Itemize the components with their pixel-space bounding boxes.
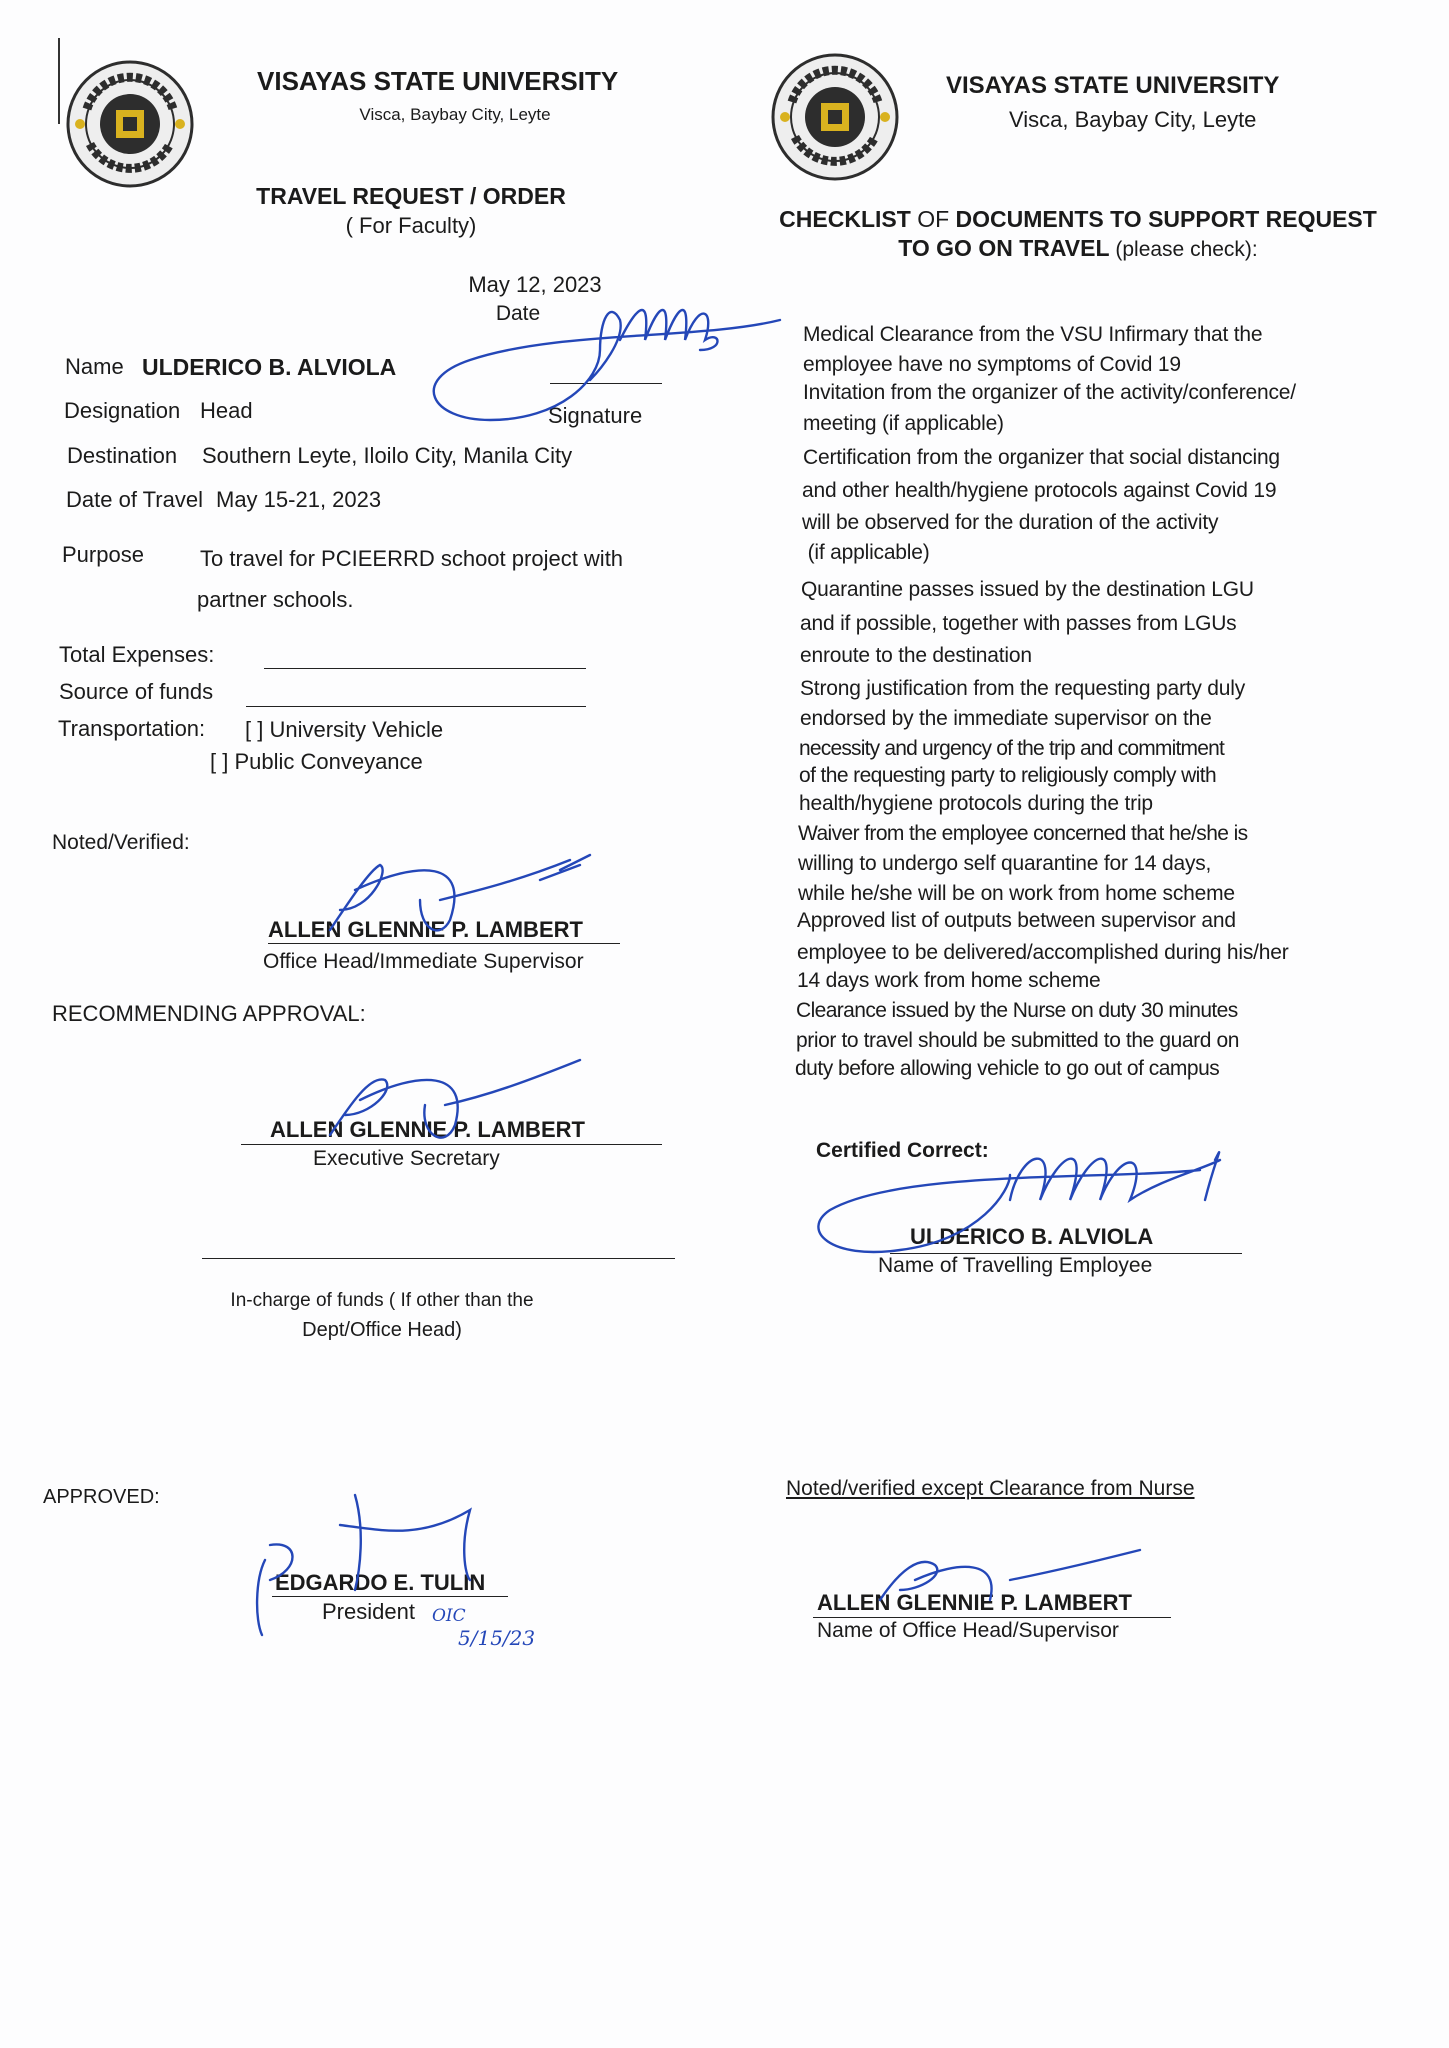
approved-label: APPROVED:: [43, 1486, 160, 1508]
destination-label: Destination: [67, 443, 178, 468]
checklist-line: of the requesting party to religiously comply with: [799, 764, 1217, 787]
checklist-line: Medical Clearance from the VSU Infirmary that the: [803, 323, 1263, 346]
supervisor-signature-underline: [813, 1617, 1171, 1618]
checklist-title-part: OF: [910, 206, 956, 232]
total-expenses-field: [264, 668, 586, 669]
certified-employee-title: Name of Travelling Employee: [878, 1254, 1153, 1277]
signature-label: Signature: [548, 403, 643, 428]
university-address-left: Visca, Baybay City, Leyte: [359, 105, 551, 124]
transport-option-public-conveyance: [ ] Public Conveyance: [210, 749, 423, 774]
source-of-funds-label: Source of funds: [59, 679, 214, 704]
checklist-line: endorsed by the immediate supervisor on the: [800, 707, 1212, 730]
recommending-approval-label: RECOMMENDING APPROVAL:: [52, 1001, 366, 1026]
purpose-label: Purpose: [62, 542, 144, 567]
signature-line: [550, 383, 662, 384]
approved-signatory-name: EDGARDO E. TULIN: [275, 1570, 486, 1595]
name-value: ULDERICO B. ALVIOLA: [142, 354, 397, 380]
total-expenses-label: Total Expenses:: [59, 642, 215, 667]
transportation-label: Transportation:: [58, 716, 206, 741]
source-of-funds-field: [246, 706, 586, 707]
checklist-title-line-2: [898, 237, 1258, 260]
checklist-title-part: CHECKLIST: [779, 206, 911, 232]
scan-margin-mark: [58, 38, 60, 124]
checklist-title-part: (please check):: [1109, 238, 1258, 261]
funds-incharge-signature-line: [202, 1258, 675, 1259]
purpose-line-1: To travel for PCIEERRD schoot project with: [200, 546, 624, 571]
checklist-line: employee have no symptoms of Covid 19: [803, 353, 1181, 376]
checklist-line: Clearance issued by the Nurse on duty 30 minutes: [796, 999, 1238, 1022]
university-address-right: Visca, Baybay City, Leyte: [1009, 107, 1257, 132]
funds-incharge-label-2: Dept/Office Head): [302, 1319, 462, 1341]
checklist-line: Invitation from the organizer of the activity/conference/: [803, 381, 1296, 404]
destination-value: Southern Leyte, Iloilo City, Manila City: [202, 443, 573, 468]
university-name-left: VISAYAS STATE UNIVERSITY: [257, 66, 619, 96]
checklist-line: prior to travel should be submitted to the guard on: [796, 1029, 1240, 1052]
recommending-signature-line: [241, 1144, 662, 1145]
form-subtitle: ( For Faculty): [345, 213, 477, 238]
supervisor-name: ALLEN GLENNIE P. LAMBERT: [817, 1590, 1132, 1615]
noted-signatory-underline: [268, 943, 620, 944]
university-seal-right: [770, 52, 900, 182]
recommending-signatory-title: Executive Secretary: [313, 1147, 500, 1170]
noted-signatory-name: ALLEN GLENNIE P. LAMBERT: [268, 917, 583, 942]
date-label: Date: [495, 302, 541, 325]
supervisor-title: Name of Office Head/Supervisor: [817, 1619, 1119, 1642]
transport-option-university-vehicle: [ ] University Vehicle: [245, 717, 444, 742]
university-name-right: VISAYAS STATE UNIVERSITY: [946, 72, 1280, 99]
certified-correct-label: Certified Correct:: [816, 1139, 989, 1162]
handwritten-date: 5/15/23: [458, 1626, 536, 1650]
checklist-title-part: TO GO ON TRAVEL: [898, 235, 1110, 261]
checklist-line: meeting (if applicable): [803, 412, 1004, 435]
funds-incharge-label-1: In-charge of funds ( If other than the: [230, 1290, 534, 1311]
checklist-line: 14 days work from home scheme: [797, 969, 1101, 992]
university-seal-left: [65, 59, 195, 189]
designation-value: Head: [200, 398, 253, 423]
checklist-title-line-1: [779, 208, 1377, 231]
name-label: Name: [65, 354, 124, 379]
request-date: May 12, 2023: [468, 272, 602, 297]
certified-employee-name: ULDERICO B. ALVIOLA: [910, 1224, 1154, 1249]
checklist-line: Waiver from the employee concerned that he/she is: [798, 822, 1248, 845]
checklist-line: will be observed for the duration of the activity: [802, 511, 1219, 534]
travel-date-value: May 15-21, 2023: [216, 487, 382, 512]
purpose-line-2: partner schools.: [197, 587, 354, 612]
handwritten-oic: OIC: [432, 1606, 466, 1626]
form-title: TRAVEL REQUEST / ORDER: [256, 183, 566, 209]
checklist-line: and other health/hygiene protocols against Covid 19: [802, 479, 1277, 502]
recommending-signatory-name: ALLEN GLENNIE P. LAMBERT: [270, 1117, 585, 1142]
checklist-line: enroute to the destination: [800, 644, 1032, 667]
checklist-line: (if applicable): [802, 541, 930, 564]
checklist-line: duty before allowing vehicle to go out of campus: [795, 1057, 1220, 1080]
travel-date-label: Date of Travel: [66, 487, 203, 512]
noted-except-label: Noted/verified except Clearance from Nurse: [786, 1477, 1195, 1500]
checklist-line: and if possible, together with passes from LGUs: [800, 612, 1237, 635]
checklist-line: willing to undergo self quarantine for 14 days,: [798, 852, 1212, 875]
noted-signatory-title: Office Head/Immediate Supervisor: [263, 950, 584, 973]
approved-signatory-title: President: [322, 1599, 415, 1624]
checklist-line: necessity and urgency of the trip and commitment: [799, 737, 1224, 760]
checklist-line: health/hygiene protocols during the trip: [799, 792, 1153, 815]
checklist-line: employee to be delivered/accomplished during his/her: [797, 941, 1289, 964]
designation-label: Designation: [64, 398, 181, 423]
checklist-title-part: DOCUMENTS TO SUPPORT REQUEST: [955, 206, 1377, 232]
checklist-line: while he/she will be on work from home scheme: [798, 882, 1235, 905]
checklist-line: Strong justification from the requesting party duly: [800, 677, 1246, 700]
checklist-line: Approved list of outputs between supervisor and: [797, 909, 1236, 932]
checklist-line: Quarantine passes issued by the destination LGU: [801, 578, 1254, 601]
approved-signature-underline: [272, 1596, 508, 1597]
noted-verified-label: Noted/Verified:: [52, 831, 190, 854]
checklist-line: Certification from the organizer that social distancing: [803, 446, 1280, 469]
